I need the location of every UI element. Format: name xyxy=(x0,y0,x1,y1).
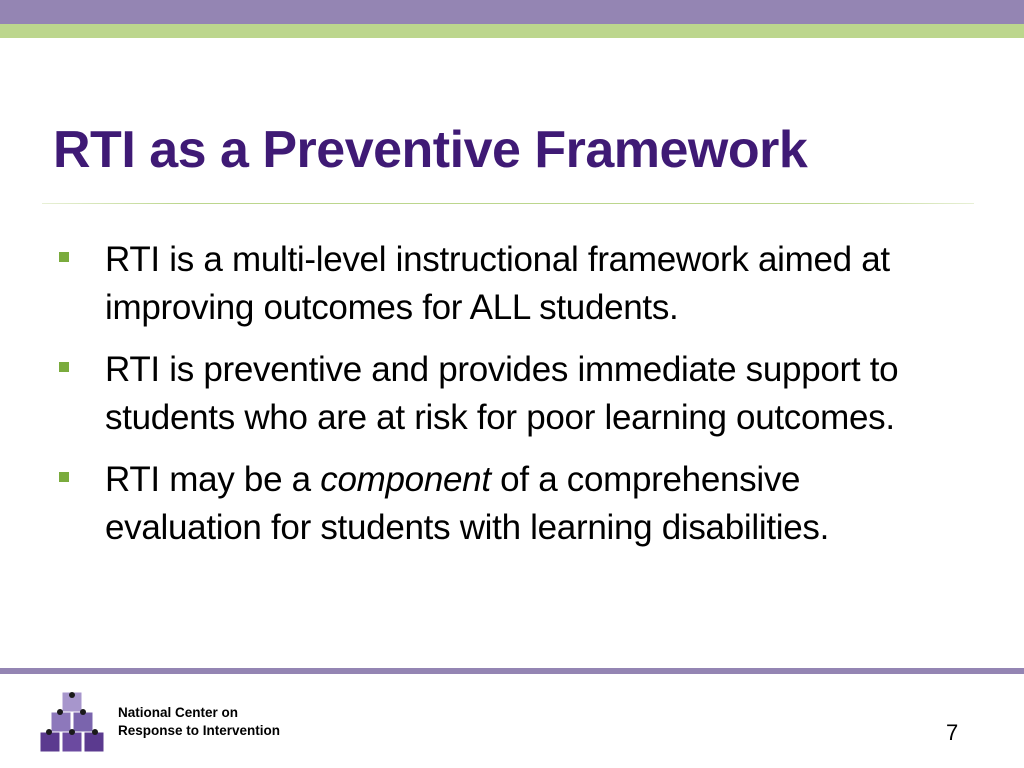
square-bullet-icon xyxy=(59,472,69,482)
bullet-list xyxy=(56,236,966,566)
bullet-text: RTI is a multi-level instructional framework aimed at improving outcomes for ALL students. xyxy=(105,240,890,327)
top-accent-bar-purple xyxy=(0,0,1024,24)
organization-name xyxy=(118,704,280,740)
bullet-item xyxy=(56,346,966,442)
stacked-cubes-logo-icon xyxy=(40,690,106,752)
bullet-item xyxy=(56,456,966,552)
top-accent-bar-green xyxy=(0,24,1024,38)
organization-name-line1: National Center on xyxy=(118,705,239,720)
slide-title: RTI as a Preventive Framework xyxy=(53,121,808,179)
organization-name-line2: Response to Intervention xyxy=(118,723,281,738)
square-bullet-icon xyxy=(59,362,69,372)
square-bullet-icon xyxy=(59,252,69,262)
bullet-text-part: of a comprehensive evaluation for students with learning disabilities. xyxy=(105,460,830,547)
bullet-text: RTI is preventive and provides immediate support to students who are at risk for poor learning outcomes. xyxy=(105,350,899,437)
bullet-item xyxy=(56,236,966,332)
bullet-text-emphasis: component xyxy=(320,460,491,499)
title-divider xyxy=(42,203,974,204)
page-number: 7 xyxy=(946,720,959,745)
bullet-text xyxy=(105,456,966,552)
bullet-text-part: RTI may be a xyxy=(105,460,321,499)
bottom-accent-bar xyxy=(0,668,1024,674)
